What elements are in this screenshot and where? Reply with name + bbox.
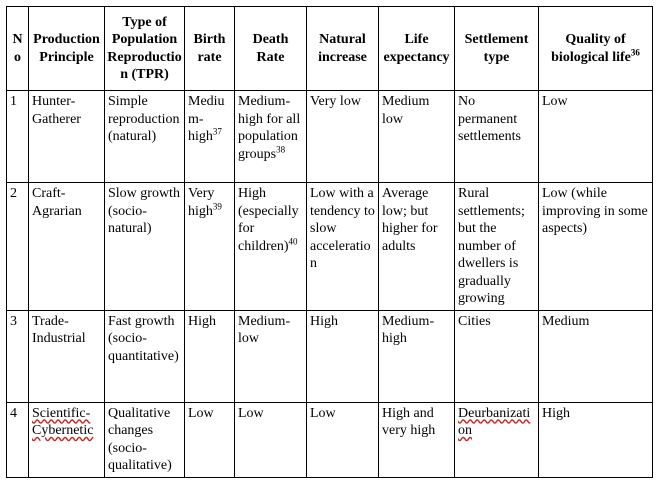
cell-no: 1 bbox=[7, 91, 29, 183]
table-row bbox=[7, 91, 653, 183]
cell-life: Average low; but higher for adults bbox=[379, 183, 455, 311]
header-production-principle: Production Principle bbox=[29, 7, 105, 91]
cell-increase: Low with a tendency to slow acceleration bbox=[307, 183, 379, 311]
cell-increase: High bbox=[307, 310, 379, 402]
header-quality-of-life: Quality of biological life$^{36}$ bbox=[539, 7, 653, 91]
cell-death: Medium-low bbox=[235, 310, 307, 402]
cell-settlement: Cities bbox=[455, 310, 539, 402]
header-row bbox=[7, 7, 653, 91]
cell-birth: High bbox=[185, 310, 235, 402]
footnote-ref: 39 bbox=[212, 200, 222, 211]
footnote-ref: 37 bbox=[212, 126, 222, 137]
table-row bbox=[7, 183, 653, 311]
table-row bbox=[7, 402, 653, 477]
cell-settlement: No permanent settlements bbox=[455, 91, 539, 183]
header-birth-rate: Birth rate bbox=[185, 7, 235, 91]
cell-tpr: Fast growth (socio-quantitative) bbox=[105, 310, 185, 402]
cell-settlement: Rural settlements; but the number of dwellers is gradually growing bbox=[455, 183, 539, 311]
cell-birth: Very high$^{39}$ bbox=[185, 183, 235, 311]
footnote-ref: 40 bbox=[288, 235, 298, 246]
cell-principle bbox=[29, 402, 105, 477]
cell-tpr: Qualitative changes (socio-qualitative) bbox=[105, 402, 185, 477]
spellcheck-underlined-text: Scientific-Cybernetic bbox=[32, 405, 94, 438]
header-death-rate: Death Rate bbox=[235, 7, 307, 91]
cell-increase: Low bbox=[307, 402, 379, 477]
header-no: No bbox=[7, 7, 29, 91]
spellcheck-underlined-text: Deurbanization bbox=[458, 405, 531, 438]
header-tpr: Type of Population Reproduction (TPR) bbox=[105, 7, 185, 91]
cell-life: Medium low bbox=[379, 91, 455, 183]
cell-birth: Medium-high$^{37}$ bbox=[185, 91, 235, 183]
cell-tpr: Slow growth (socio-natural) bbox=[105, 183, 185, 311]
cell-increase: Very low bbox=[307, 91, 379, 183]
cell-quality: Medium bbox=[539, 310, 653, 402]
cell-settlement bbox=[455, 402, 539, 477]
cell-birth: Low bbox=[185, 402, 235, 477]
cell-no: 2 bbox=[7, 183, 29, 311]
cell-quality: Low (while improving in some aspects) bbox=[539, 183, 653, 311]
cell-principle: Trade-Industrial bbox=[29, 310, 105, 402]
population-table bbox=[6, 6, 653, 478]
footnote-ref: 36 bbox=[630, 46, 640, 57]
cell-life: High and very high bbox=[379, 402, 455, 477]
footnote-ref: 38 bbox=[276, 143, 286, 154]
cell-principle: Craft-Agrarian bbox=[29, 183, 105, 311]
cell-life: Medium-high bbox=[379, 310, 455, 402]
cell-no: 3 bbox=[7, 310, 29, 402]
table-row bbox=[7, 310, 653, 402]
header-natural-increase: Natural increase bbox=[307, 7, 379, 91]
header-life-expectancy: Life expectancy bbox=[379, 7, 455, 91]
cell-death: Medium-high for all population groups$^{38}$ bbox=[235, 91, 307, 183]
cell-death: High (especially for children)$^{40}$ bbox=[235, 183, 307, 311]
cell-death: Low bbox=[235, 402, 307, 477]
cell-tpr: Simple reproduction (natural) bbox=[105, 91, 185, 183]
cell-quality: Low bbox=[539, 91, 653, 183]
cell-principle: Hunter-Gatherer bbox=[29, 91, 105, 183]
header-settlement-type: Settlement type bbox=[455, 7, 539, 91]
cell-quality: High bbox=[539, 402, 653, 477]
cell-no: 4 bbox=[7, 402, 29, 477]
